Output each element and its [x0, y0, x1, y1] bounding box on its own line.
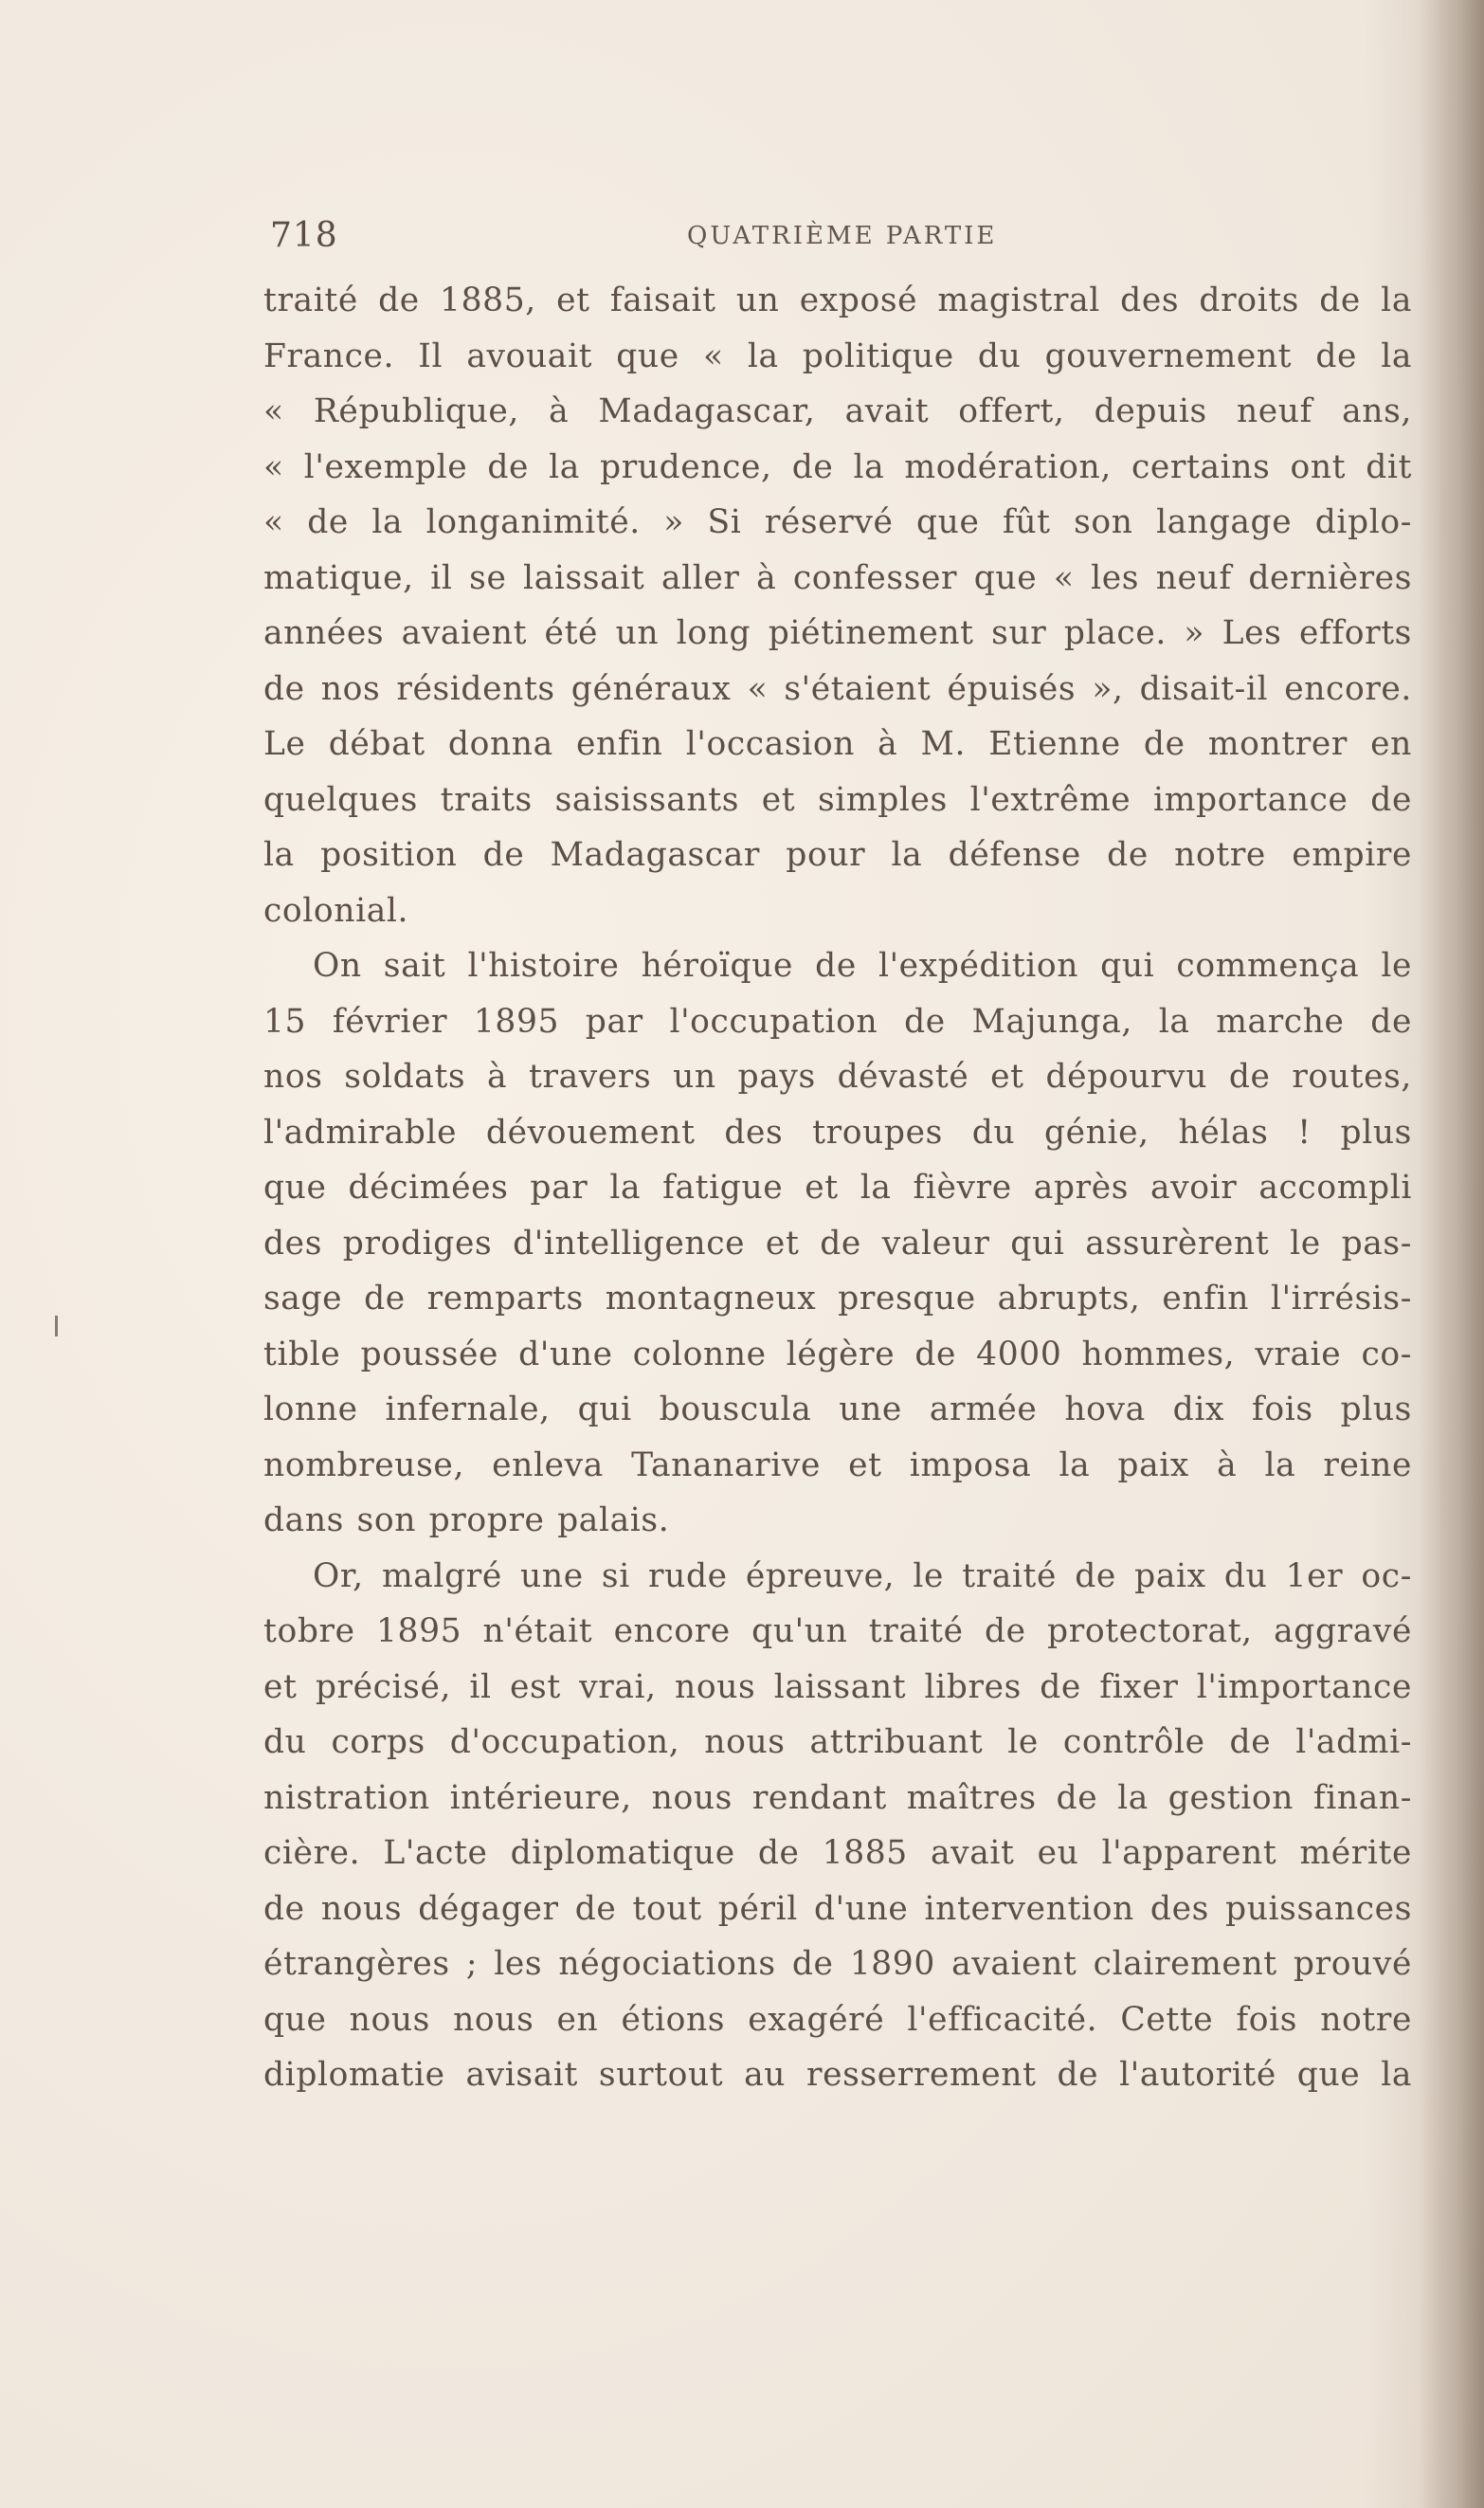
- text-line: de nos résidents généraux « s'étaient épuisés », disait-il encore.: [263, 669, 1412, 708]
- text-line: sage de remparts montagneux presque abrupts, enfin l'irrésis-: [263, 1280, 1412, 1318]
- text-line: la position de Madagascar pour la défense de notre empire: [263, 836, 1412, 874]
- text-line: « l'exemple de la prudence, de la modération, certains ont dit: [263, 447, 1412, 486]
- text-line: tobre 1895 n'était encore qu'un traité de protectorat, aggravé: [263, 1612, 1412, 1650]
- text-line: de nous dégager de tout péril d'une intervention des puissances: [263, 1889, 1412, 1928]
- text-line: nistration intérieure, nous rendant maîtres de la gestion finan-: [263, 1778, 1412, 1817]
- text-line: « de la longanimité. » Si réservé que fût son langage diplo-: [263, 503, 1412, 541]
- text-line: « République, à Madagascar, avait offert, depuis neuf ans,: [263, 392, 1412, 430]
- text-line: étrangères ; les négociations de 1890 avaient clairement prouvé: [263, 1945, 1412, 1983]
- page-number: 718: [270, 216, 338, 255]
- text-line: 15 février 1895 par l'occupation de Majunga, la marche de: [263, 1002, 1412, 1041]
- text-line: tible poussée d'une colonne légère de 4000 hommes, vraie co-: [263, 1335, 1412, 1373]
- text-line: matique, il se laissait aller à confesser que « les neuf dernières: [263, 558, 1412, 597]
- text-line: cière. L'acte diplomatique de 1885 avait eu l'apparent mérite: [263, 1834, 1412, 1872]
- text-line: l'admirable dévouement des troupes du génie, hélas ! plus: [263, 1113, 1412, 1152]
- text-line: et précisé, il est vrai, nous laissant libres de fixer l'importance: [263, 1667, 1412, 1706]
- text-line: colonial.: [263, 891, 409, 930]
- text-line: diplomatie avisait surtout au resserrement de l'autorité que la: [263, 2056, 1412, 2094]
- text-line: Le débat donna enfin l'occasion à M. Etienne de montrer en: [263, 725, 1412, 763]
- text-line: On sait l'histoire héroïque de l'expédition qui commença le: [313, 947, 1412, 985]
- margin-mark: [55, 1316, 58, 1336]
- text-line: traité de 1885, et faisait un exposé magistral des droits de la: [263, 282, 1412, 319]
- text-line: quelques traits saisissants et simples l'extrême importance de: [263, 780, 1412, 819]
- text-line: du corps d'occupation, nous attribuant le contrôle de l'admi-: [263, 1723, 1412, 1761]
- text-line: que décimées par la fatigue et la fièvre après avoir accompli: [263, 1169, 1412, 1207]
- running-head: QUATRIÈME PARTIE: [687, 222, 998, 250]
- text-line: des prodiges d'intelligence et de valeur qui assurèrent le pas-: [263, 1224, 1412, 1263]
- text-line: nos soldats à travers un pays dévasté et dépourvu de routes,: [263, 1058, 1412, 1096]
- body-text: [263, 273, 1412, 2103]
- page-header: [270, 216, 1403, 258]
- text-line: que nous nous en étions exagéré l'efficacité. Cette fois notre: [263, 2000, 1412, 2039]
- text-line: lonne infernale, qui bouscula une armée hova dix fois plus: [263, 1390, 1412, 1428]
- text-line: nombreuse, enleva Tananarive et imposa la paix à la reine: [263, 1445, 1412, 1484]
- text-line: Or, malgré une si rude épreuve, le traité de paix du 1er oc-: [313, 1556, 1412, 1595]
- page-gutter-shadow: [1418, 0, 1484, 2508]
- text-line: dans son propre palais.: [263, 1501, 670, 1539]
- text-line: France. Il avouait que « la politique du gouvernement de la: [263, 336, 1412, 375]
- text-line: années avaient été un long piétinement sur place. » Les efforts: [263, 614, 1412, 652]
